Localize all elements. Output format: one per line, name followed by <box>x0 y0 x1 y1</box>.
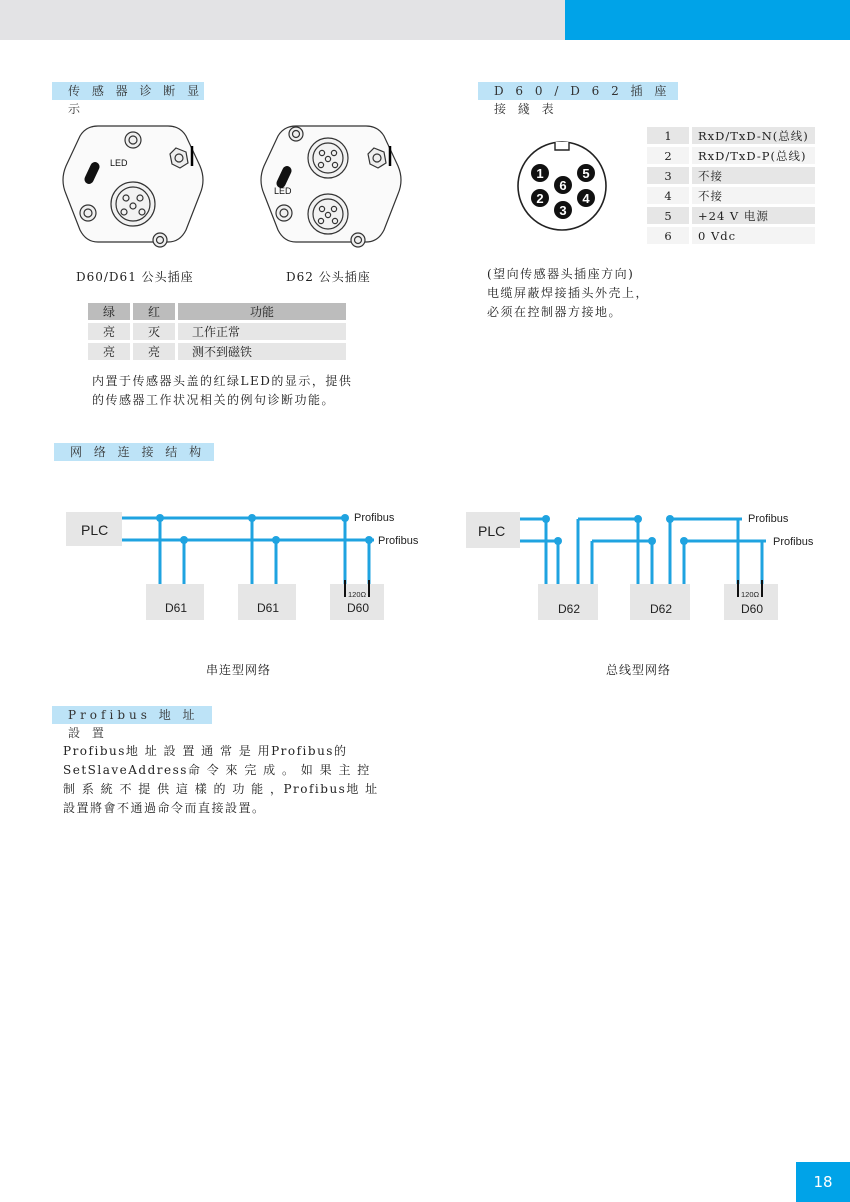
plc-label: PLC <box>81 522 109 538</box>
serial-network-diagram <box>62 500 442 628</box>
pin-number: 3 <box>647 167 689 184</box>
caption-serial-network: 串连型网络 <box>206 663 272 677</box>
profibus-label-1: Profibus <box>354 512 395 524</box>
diag-cell: 灭 <box>133 323 175 340</box>
caption-d60-d61: D60/D61 公头插座 <box>76 270 194 284</box>
terminator-label: 120Ω <box>348 590 367 599</box>
pin-note-line: (望向传感器头插座方向) <box>487 267 635 281</box>
pin-diagram <box>510 134 620 234</box>
diag-header-red: 红 <box>133 303 175 320</box>
section-title-diagnostics: 传 感 器 诊 断 显 示 <box>52 82 204 100</box>
pin-function: RxD/TxD-N(总线) <box>692 127 815 144</box>
header-bar-blue <box>565 0 850 40</box>
address-line: 制 系 統 不 提 供 這 樣 的 功 能 ，Profibus地 址 <box>63 782 379 796</box>
led-label-left: LED <box>110 158 128 168</box>
pin-function: 不接 <box>692 167 815 184</box>
diag-note-line: 内置于传感器头盖的红绿LED的显示，提供 <box>92 374 353 388</box>
profibus-label-2: Profibus <box>773 536 814 548</box>
node-label: D60 <box>347 601 370 615</box>
terminator-label: 120Ω <box>741 590 760 599</box>
diag-table <box>85 300 349 363</box>
caption-d62: D62 公头插座 <box>286 270 371 284</box>
node-label: D61 <box>257 601 280 615</box>
pin-number: 6 <box>647 227 689 244</box>
diag-note <box>92 372 352 410</box>
diag-cell: 工作正常 <box>178 323 346 340</box>
pin-function: +24 V 电源 <box>692 207 815 224</box>
table-row <box>647 147 815 164</box>
table-row <box>647 207 815 224</box>
diag-cell: 亮 <box>88 343 130 360</box>
diag-cell: 亮 <box>88 323 130 340</box>
table-row <box>88 323 346 340</box>
profibus-label-2: Profibus <box>378 535 419 547</box>
diag-cell: 亮 <box>133 343 175 360</box>
pin-function: RxD/TxD-P(总线) <box>692 147 815 164</box>
node-label: D62 <box>558 602 581 616</box>
address-paragraph <box>63 742 379 818</box>
node-label: D62 <box>650 602 673 616</box>
led-label-right: LED <box>274 186 292 196</box>
bus-lines <box>122 518 374 588</box>
table-row <box>647 187 815 204</box>
table-row <box>647 227 815 244</box>
pin-2: 2 <box>536 191 544 206</box>
pin-1: 1 <box>536 166 544 181</box>
diag-note-line: 的传感器工作状况相关的例句诊断功能。 <box>92 393 336 407</box>
connector-d60-d61 <box>63 126 203 247</box>
pin-number: 4 <box>647 187 689 204</box>
pin-6: 6 <box>559 178 567 193</box>
table-row <box>88 343 346 360</box>
header-bar-gray <box>0 0 565 40</box>
pin-table <box>644 124 818 247</box>
section-title-pins: D 6 0 / D 6 2 插 座 接 綫 表 <box>478 82 678 100</box>
section-title-network: 网 络 连 接 结 构 <box>54 443 214 461</box>
pin-note-line: 电缆屏蔽焊接插头外壳上， <box>487 286 650 300</box>
pin-number: 5 <box>647 207 689 224</box>
node-label: D60 <box>741 602 764 616</box>
address-line: 設置將會不通過命令而直接設置。 <box>63 801 266 815</box>
pin-function: 0 Vdc <box>692 227 815 244</box>
profibus-label-1: Profibus <box>748 513 789 525</box>
diag-header-green: 绿 <box>88 303 130 320</box>
diag-header-function: 功能 <box>178 303 346 320</box>
pin-3: 3 <box>559 203 567 218</box>
bus-lines <box>520 519 766 588</box>
connector-drawings <box>58 118 403 258</box>
page-number: 18 <box>796 1162 850 1202</box>
diag-cell: 测不到磁铁 <box>178 343 346 360</box>
table-row <box>647 167 815 184</box>
pin-number: 2 <box>647 147 689 164</box>
caption-bus-network: 总线型网络 <box>606 663 672 677</box>
section-title-address: Profibus 地 址 設 置 <box>52 706 212 724</box>
address-line: Profibus地 址 設 置 通 常 是 用Profibus的 <box>63 744 348 758</box>
pin-5: 5 <box>582 166 590 181</box>
bus-network-diagram <box>462 500 846 628</box>
pin-number: 1 <box>647 127 689 144</box>
diag-table-header <box>88 303 346 320</box>
pin-function: 不接 <box>692 187 815 204</box>
plc-label: PLC <box>478 523 506 539</box>
address-line: SetSlaveAddress命 令 來 完 成 。 如 果 主 控 <box>63 763 371 777</box>
pin-note <box>487 265 649 322</box>
pin-note-line: 必须在控制器方接地。 <box>487 305 623 319</box>
table-row <box>647 127 815 144</box>
pin-4: 4 <box>582 191 590 206</box>
node-label: D61 <box>165 601 188 615</box>
